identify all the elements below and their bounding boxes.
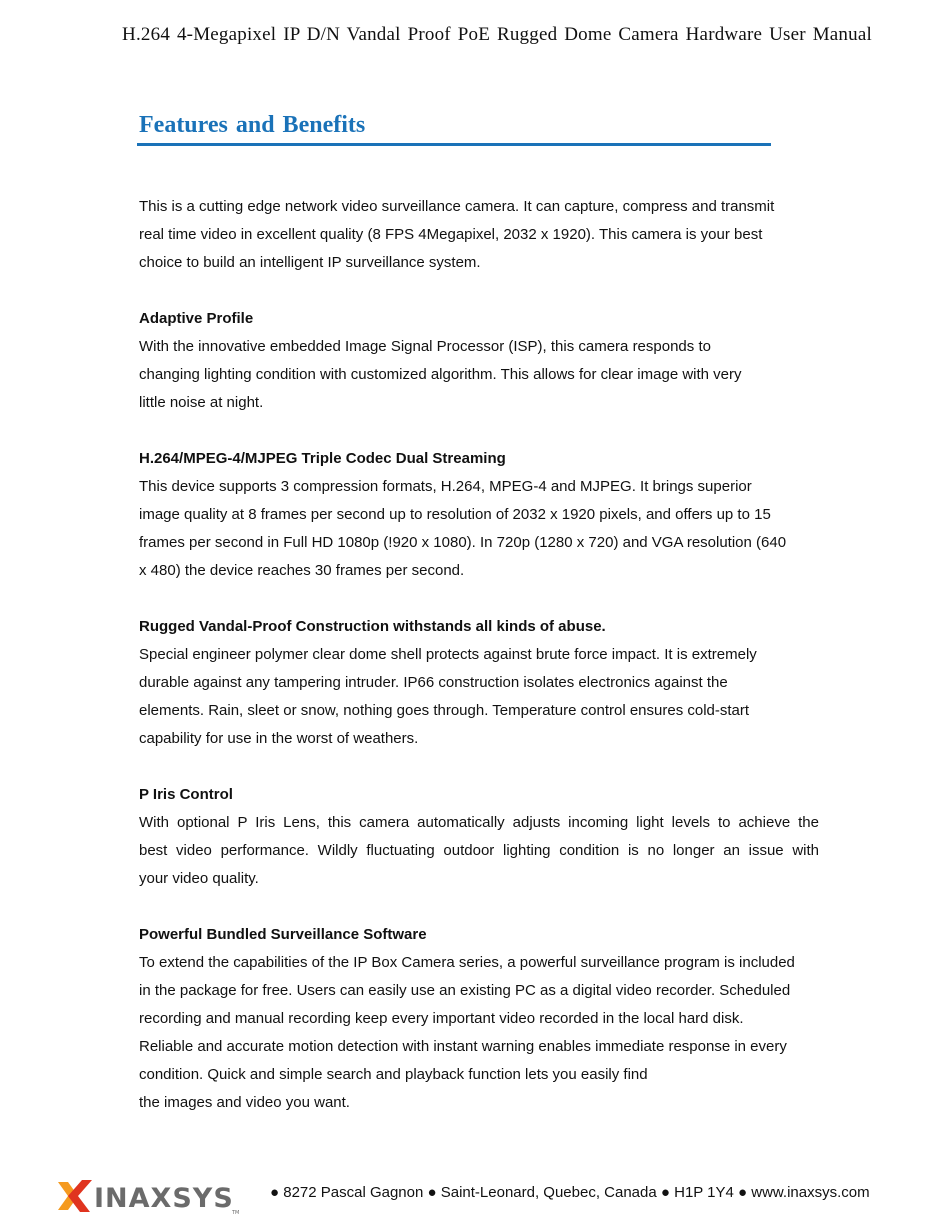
feature-line: elements. Rain, sleet or snow, nothing goes through. Temperature control ensures cold-start	[139, 702, 750, 719]
feature-line: little noise at night.	[139, 394, 264, 411]
feature-heading: Powerful Bundled Surveillance Software	[139, 926, 427, 943]
feature-heading: P Iris Control	[139, 786, 233, 803]
feature-line: Reliable and accurate motion detection with instant warning enables immediate response in every	[139, 1038, 787, 1055]
title-underline	[137, 143, 771, 146]
feature-line: your video quality.	[139, 870, 259, 887]
feature-heading: Rugged Vandal-Proof Construction withstands all kinds of abuse.	[139, 618, 606, 635]
logo-wordmark: INAXSYS	[94, 1183, 234, 1214]
feature-adaptive-profile	[139, 305, 819, 417]
feature-line: image quality at 8 frames per second up to resolution of 2032 x 1920 pixels, and offers up to 15	[139, 506, 771, 523]
footer-address: ● 8272 Pascal Gagnon ● Saint-Leonard, Quebec, Canada ● H1P 1Y4 ● www.inaxsys.com	[270, 1184, 870, 1201]
intro-paragraph	[139, 193, 819, 277]
feature-line: changing lighting condition with customized algorithm. This allows for clear image with very	[139, 366, 742, 383]
page-footer	[0, 1172, 950, 1217]
feature-line: x 480) the device reaches 30 frames per second.	[139, 562, 465, 579]
inaxsys-logo	[56, 1176, 246, 1216]
feature-heading: Adaptive Profile	[139, 310, 254, 327]
feature-heading: H.264/MPEG-4/MJPEG Triple Codec Dual Streaming	[139, 450, 506, 467]
feature-line: Special engineer polymer clear dome shell protects against brute force impact. It is extremely	[139, 646, 757, 663]
running-header: H.264 4-Megapixel IP D/N Vandal Proof PoE Rugged Dome Camera Hardware User Manual	[122, 24, 872, 45]
feature-line: This device supports 3 compression formats, H.264, MPEG-4 and MJPEG. It brings superior	[139, 478, 752, 495]
feature-line: best video performance. Wildly fluctuating outdoor lighting condition is no longer an issue with	[139, 842, 819, 859]
feature-line: frames per second in Full HD 1080p (!920 x 1080). In 720p (1280 x 720) and VGA resolution (640	[139, 534, 787, 551]
feature-line: To extend the capabilities of the IP Box Camera series, a powerful surveillance program is included	[139, 954, 795, 971]
intro-line: choice to build an intelligent IP surveillance system.	[139, 254, 481, 271]
feature-line: capability for use in the worst of weathers.	[139, 730, 419, 747]
feature-rugged-construction	[139, 613, 819, 753]
feature-bundled-software	[139, 921, 819, 1117]
feature-line: With optional P Iris Lens, this camera automatically adjusts incoming light levels to achieve the	[139, 814, 819, 831]
intro-line: This is a cutting edge network video surveillance camera. It can capture, compress and transmit	[139, 198, 775, 215]
feature-line: in the package for free. Users can easily use an existing PC as a digital video recorder. Scheduled	[139, 982, 791, 999]
feature-line: recording and manual recording keep every important video recorded in the local hard disk.	[139, 1010, 744, 1027]
feature-line: condition. Quick and simple search and playback function lets you easily find	[139, 1066, 648, 1083]
feature-p-iris	[139, 781, 819, 893]
intro-line: real time video in excellent quality (8 FPS 4Megapixel, 2032 x 1920). This camera is your best	[139, 226, 763, 243]
feature-line: With the innovative embedded Image Signal Processor (ISP), this camera responds to	[139, 338, 711, 355]
feature-line: the images and video you want.	[139, 1094, 350, 1111]
section-title: Features and Benefits	[139, 112, 366, 138]
main-content	[139, 193, 819, 1145]
feature-line: durable against any tampering intruder. IP66 construction isolates electronics against the	[139, 674, 728, 691]
logo-trademark: TM	[232, 1210, 240, 1216]
feature-triple-codec	[139, 445, 819, 585]
